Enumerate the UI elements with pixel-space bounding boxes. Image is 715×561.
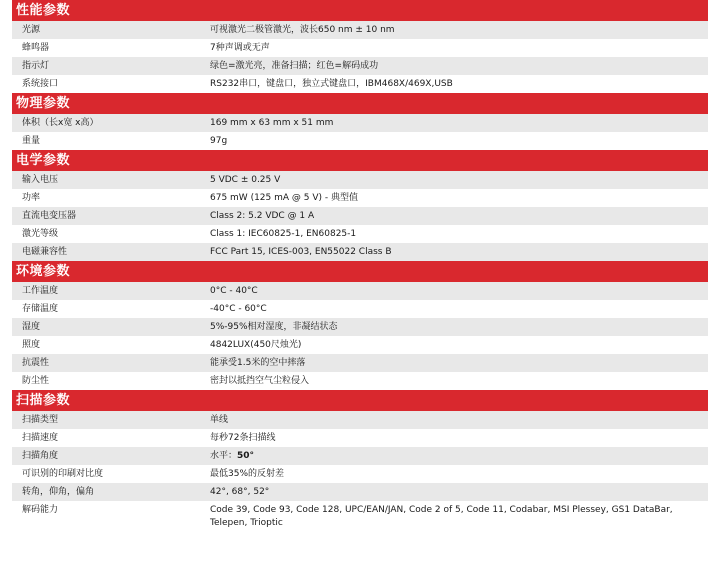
row-value: 能承受1.5米的空中摔落 [210,358,306,368]
row-value: Class 2: 5.2 VDC @ 1 A [210,211,315,221]
row-value: 5 VDC ± 0.25 V [210,175,281,185]
section-header-scanning: 扫描参数 [12,390,708,411]
row-label: 蜂鸣器 [22,43,50,53]
table-row [12,39,708,57]
table-row [12,75,708,93]
row-value: 0°C - 40°C [210,286,258,296]
row-label: 照度 [22,340,41,350]
table-row [12,132,708,150]
value-prefix: 水平： [210,451,238,461]
spec-table [12,0,708,532]
row-value: 4842LUX(450尺烛光) [210,340,302,350]
row-label: 扫描类型 [22,415,59,425]
row-label: 转角，仰角，偏角 [22,487,95,497]
row-label: 工作温度 [22,286,59,296]
section-header-physical: 物理参数 [12,93,708,114]
row-value: 最低35%的反射差 [210,469,285,479]
row-value: 97g [210,136,228,146]
section-header-electrical: 电学参数 [12,150,708,171]
row-label: 扫描角度 [22,451,59,461]
row-label: 直流电变压器 [22,211,77,221]
row-value: 5%-95%相对湿度，非凝结状态 [210,322,338,332]
table-row [12,483,708,501]
table-row [12,318,708,336]
table-row [12,207,708,225]
table-row [12,21,708,39]
row-value: RS232串口，键盘口，独立式键盘口，IBM468X/469X,USB [210,79,453,89]
table-row [12,243,708,261]
row-label: 防尘性 [22,376,50,386]
table-row [12,114,708,132]
row-label: 重量 [22,136,41,146]
table-row [12,336,708,354]
row-label: 扫描速度 [22,433,59,443]
table-row [12,447,708,465]
table-row [12,429,708,447]
row-value [210,447,708,465]
table-row [12,372,708,390]
table-row [12,189,708,207]
table-row [12,354,708,372]
table-row [12,300,708,318]
table-row [12,282,708,300]
row-label: 可识别的印刷对比度 [22,469,104,479]
table-row [12,57,708,75]
row-value: 7种声调或无声 [210,43,270,53]
row-label: 系统接口 [22,79,59,89]
row-value: 每秒72条扫描线 [210,433,276,443]
row-label: 湿度 [22,322,41,332]
row-value: 42°, 68°, 52° [210,487,270,497]
row-label: 电磁兼容性 [22,247,68,257]
table-row [12,225,708,243]
row-value: 单线 [210,415,229,425]
row-label: 解码能力 [22,505,59,515]
row-label: 光源 [22,25,41,35]
row-value: 675 mW (125 mA @ 5 V) - 典型值 [210,193,358,203]
section-header-performance: 性能参数 [12,0,708,21]
row-label: 存储温度 [22,304,59,314]
table-row [12,411,708,429]
row-value: 密封以抵挡空气尘粒侵入 [210,376,310,386]
row-value: 可视激光二极管激光，波长650 nm ± 10 nm [210,25,395,35]
row-value: 169 mm x 63 mm x 51 mm [210,118,334,128]
row-label: 激光等级 [22,229,59,239]
table-row [12,465,708,483]
row-label: 体积（长x宽 x高） [22,118,99,128]
value-bold: 50° [237,451,255,461]
section-header-environment: 环境参数 [12,261,708,282]
row-label: 抗震性 [22,358,50,368]
table-row [12,501,708,532]
row-value: Class 1: IEC60825-1, EN60825-1 [210,229,357,239]
row-label: 输入电压 [22,175,59,185]
table-row [12,171,708,189]
row-value: -40°C - 60°C [210,304,267,314]
row-value: FCC Part 15, ICES-003, EN55022 Class B [210,247,392,257]
row-value: Code 39, Code 93, Code 128, UPC/EAN/JAN, Code 2 of 5, Code 11, Codabar, MSI Plessey, GS1 DataBar, Telepen, Trioptic [210,505,673,528]
row-value: 绿色=激光亮，准备扫描；红色=解码成功 [210,61,379,71]
row-label: 功率 [22,193,41,203]
row-label: 指示灯 [22,61,50,71]
